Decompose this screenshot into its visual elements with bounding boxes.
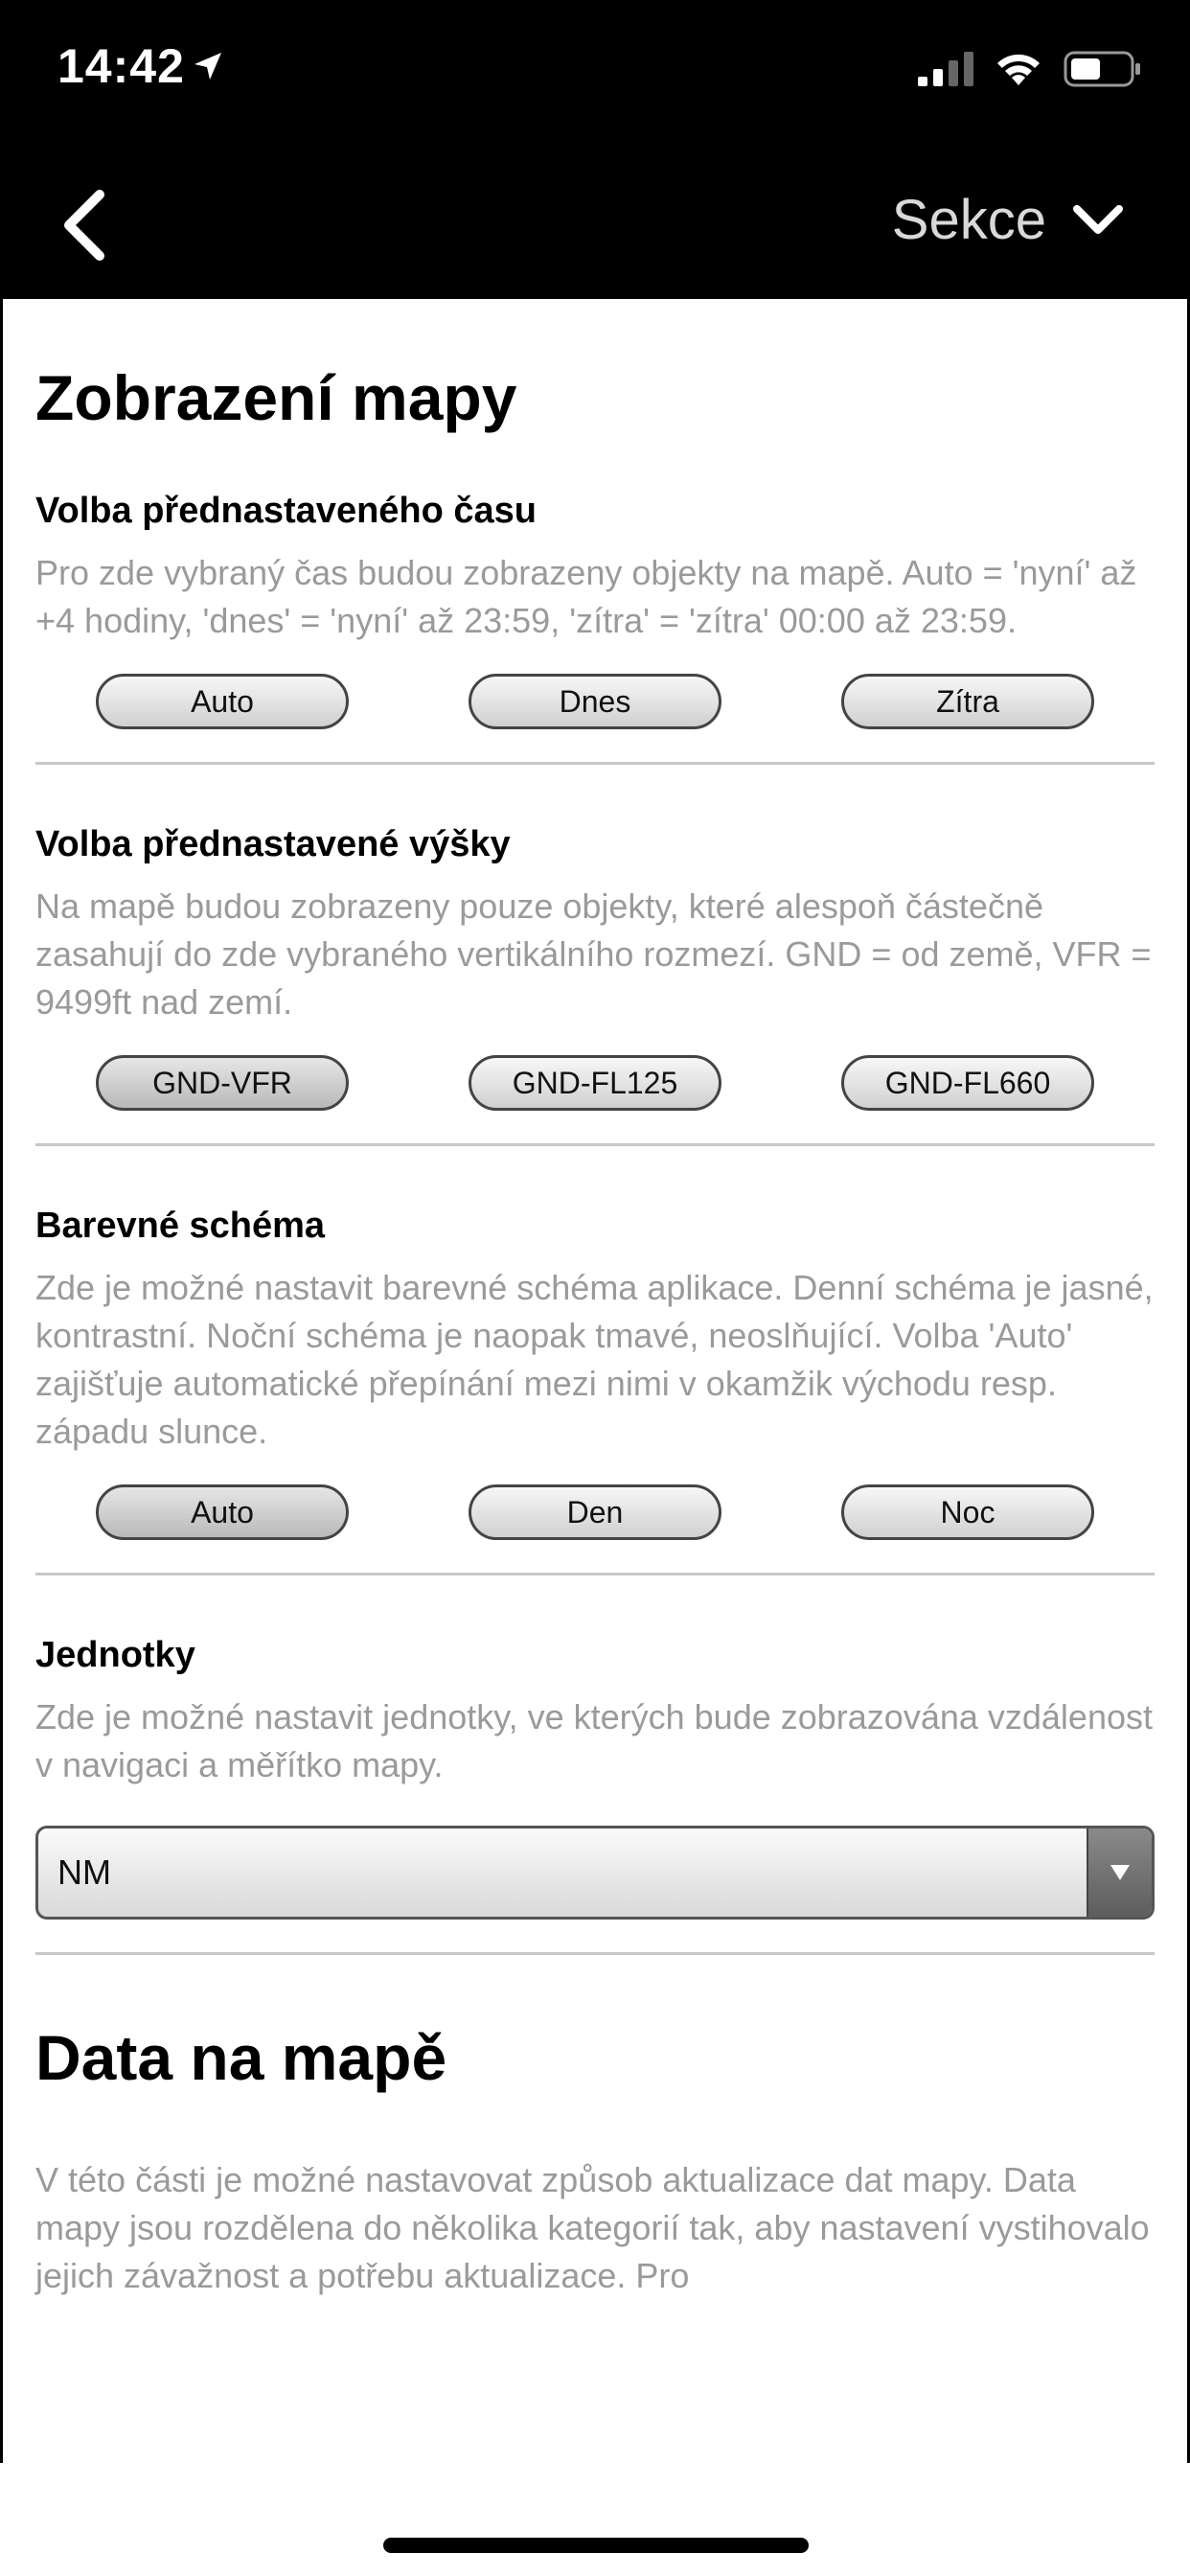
altitude-option-gnd-vfr[interactable]: GND-VFR xyxy=(96,1055,349,1111)
time-preset-options xyxy=(35,674,1155,729)
setting-title: Jednotky xyxy=(35,1635,195,1675)
setting-description: Pro zde vybraný čas budou zobrazeny objekty na mapě. Auto = 'nyní' až +4 hodiny, 'dnes' = 'nyní' až 23:59, 'zítra' = 'zítra' 00:00 až 23:59. xyxy=(35,553,1137,640)
setting-description: Zde je možné nastavit barevné schéma aplikace. Denní schéma je jasné, kontrastní. Noční schéma je naopak tmavé, neoslňující. Volba 'Auto' zajišťuje automatické přepínání mezi nimi v okamžik východu resp. západu slunce. xyxy=(35,1268,1154,1451)
setting-title: Volba přednastaveného času xyxy=(35,491,538,531)
home-indicator-area xyxy=(0,2463,1190,2576)
status-time xyxy=(57,38,223,94)
divider xyxy=(35,1952,1155,1955)
section-description: V této části je možné nastavovat způsob aktualizace dat mapy. Data mapy jsou rozdělena do několika kategorií tak, aby nastavení vystihovalo jejich závažnost a potřebu aktualizace. Pro xyxy=(35,2160,1150,2295)
altitude-option-gnd-fl125[interactable]: GND-FL125 xyxy=(469,1055,721,1111)
setting-time-preset xyxy=(35,429,1155,729)
setting-description: Zde je možné nastavit jednotky, ve kterých bude zobrazována vzdálenost v navigaci a měřítko mapy. xyxy=(35,1697,1153,1784)
signal-icon xyxy=(918,52,973,86)
back-chevron-icon xyxy=(57,187,115,264)
altitude-option-gnd-fl660[interactable]: GND-FL660 xyxy=(841,1055,1094,1111)
time-option-auto[interactable]: Auto xyxy=(96,674,349,729)
home-indicator[interactable] xyxy=(383,2538,809,2553)
setting-title: Volba přednastavené výšky xyxy=(35,824,511,864)
setting-altitude-preset xyxy=(35,765,1155,1111)
setting-units xyxy=(35,1576,1155,1920)
units-select[interactable] xyxy=(35,1826,1155,1920)
back-button[interactable] xyxy=(57,187,115,264)
scheme-option-auto[interactable]: Auto xyxy=(96,1484,349,1540)
time-option-tomorrow[interactable]: Zítra xyxy=(841,674,1094,729)
nav-bar xyxy=(0,144,1190,299)
section-title-map-data: Data na mapě xyxy=(35,2022,447,2093)
color-scheme-options xyxy=(35,1484,1155,1540)
select-arrow-icon xyxy=(1087,1828,1152,1917)
altitude-preset-options xyxy=(35,1055,1155,1111)
wifi-icon xyxy=(995,51,1042,87)
scheme-option-night[interactable]: Noc xyxy=(841,1484,1094,1540)
location-arrow-icon xyxy=(193,51,223,81)
status-time-text: 14:42 xyxy=(57,39,185,93)
setting-title: Barevné schéma xyxy=(35,1206,326,1246)
sections-menu-button[interactable] xyxy=(892,188,1125,252)
time-option-today[interactable]: Dnes xyxy=(469,674,721,729)
sections-menu-label: Sekce xyxy=(891,189,1046,251)
section-title-map-display: Zobrazení mapy xyxy=(35,362,517,433)
scheme-option-day[interactable]: Den xyxy=(469,1484,721,1540)
status-indicators xyxy=(918,50,1142,88)
units-select-value: NM xyxy=(57,1852,111,1892)
setting-color-scheme xyxy=(35,1146,1155,1540)
status-bar xyxy=(0,0,1190,144)
battery-icon xyxy=(1064,50,1142,88)
setting-description: Na mapě budou zobrazeny pouze objekty, které alespoň částečně zasahují do zde vybraného vertikálního rozmezí. GND = od země, VFR = 9499ft nad zemí. xyxy=(35,886,1152,1022)
settings-content[interactable] xyxy=(3,299,1187,2463)
chevron-down-icon xyxy=(1071,203,1125,238)
